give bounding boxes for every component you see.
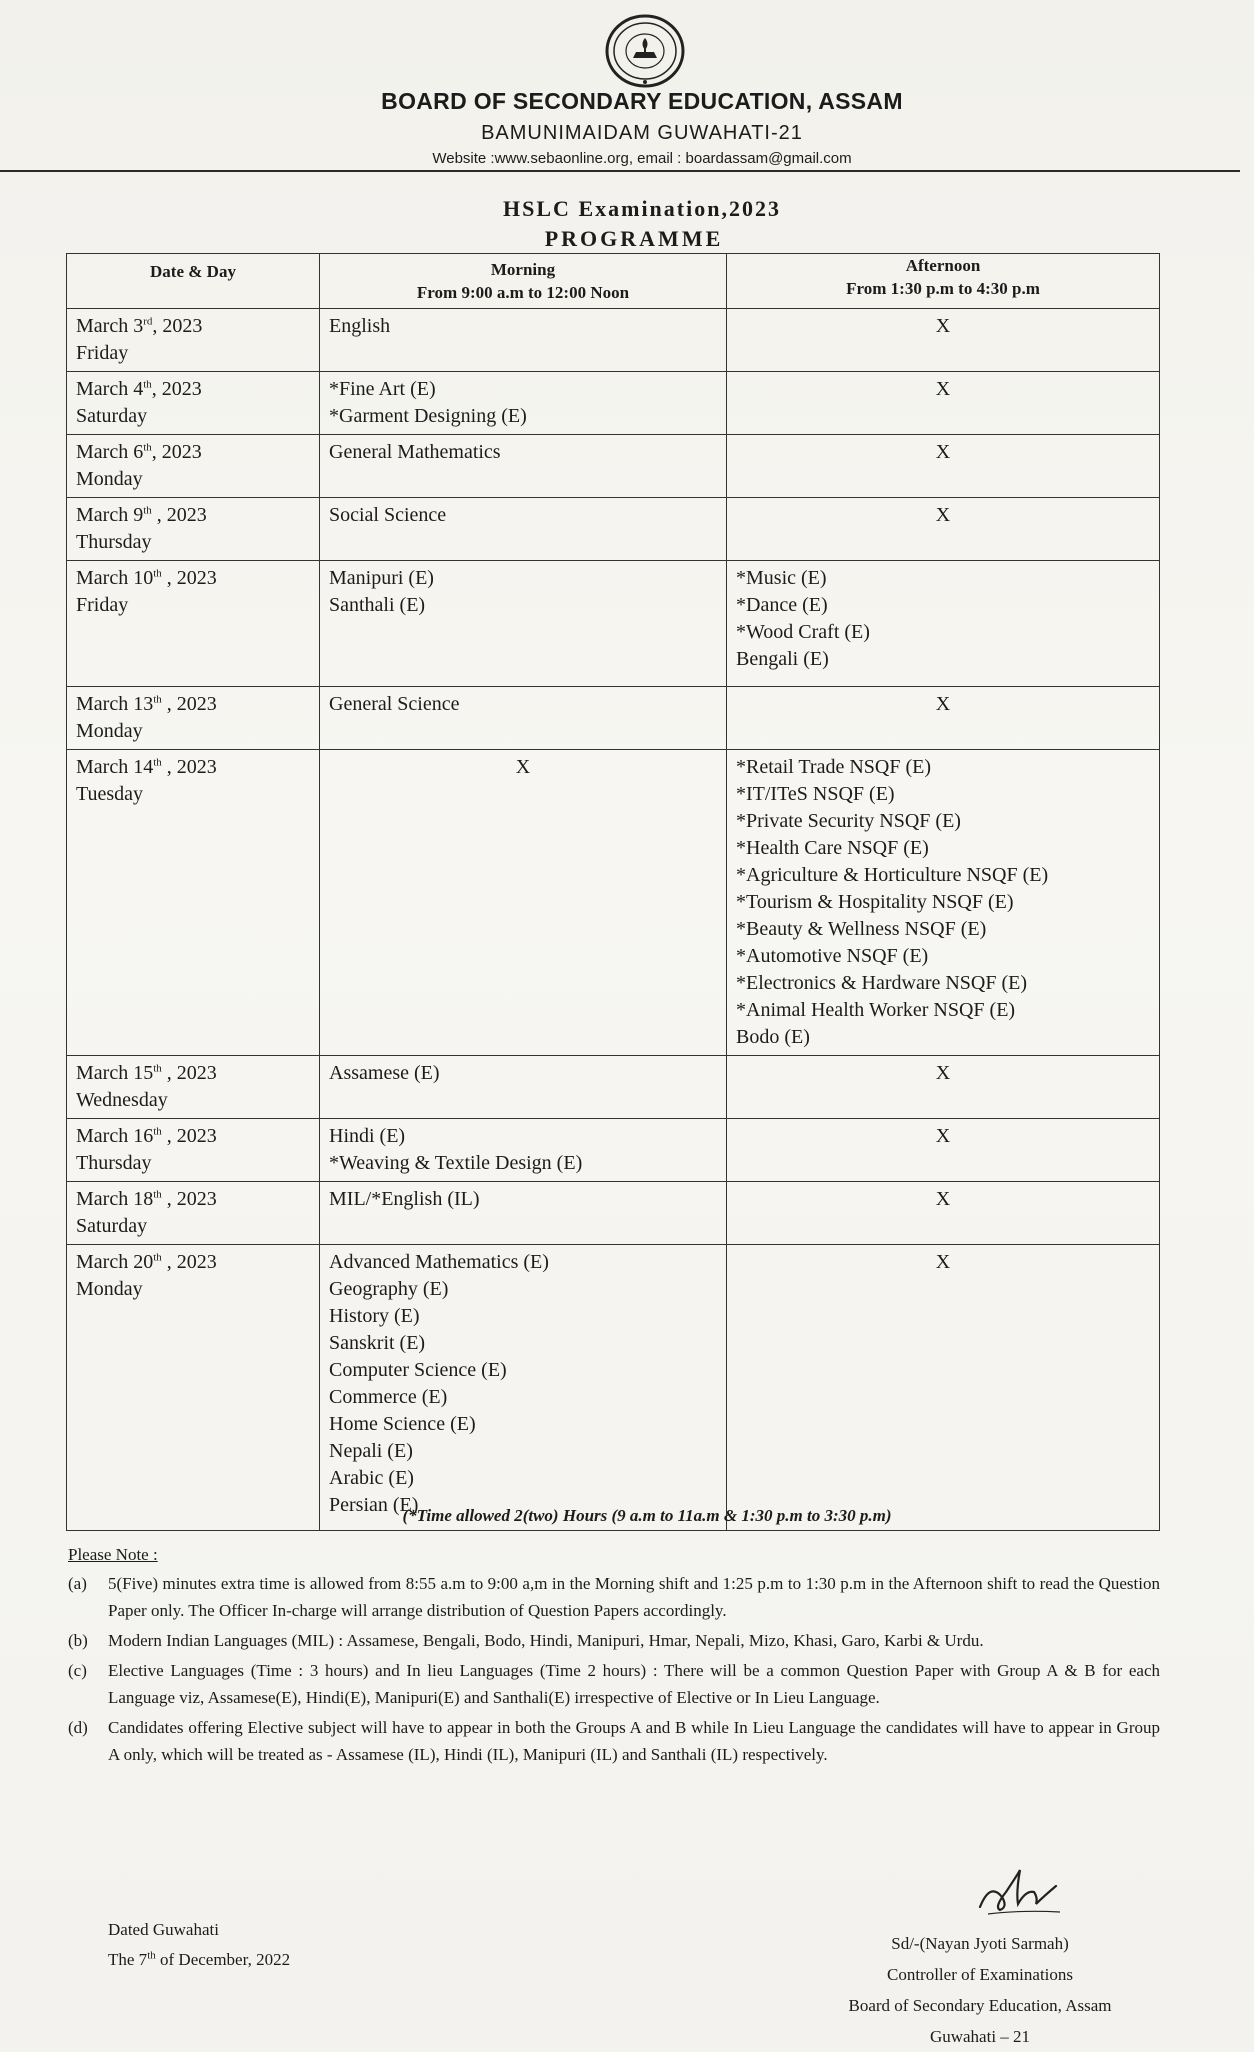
subject-item: *Beauty & Wellness NSQF (E) xyxy=(736,918,987,940)
exam-date-year: , 2023 xyxy=(151,378,202,400)
subject-item: Geography (E) xyxy=(329,1278,449,1300)
exam-day: Monday xyxy=(76,1278,143,1300)
notes-heading: Please Note : xyxy=(68,1545,158,1564)
no-exam-mark: X xyxy=(935,1062,951,1084)
exam-day: Friday xyxy=(76,342,129,364)
exam-day: Saturday xyxy=(76,1215,148,1237)
exam-date-prefix: March 13 xyxy=(76,693,154,715)
subject-item: *Dance (E) xyxy=(736,594,828,616)
subject-item: Santhali (E) xyxy=(329,594,426,616)
exam-date xyxy=(76,1249,310,1276)
table-row xyxy=(67,372,1160,435)
subject-item: Advanced Mathematics (E) xyxy=(329,1251,549,1273)
cell-afternoon-subjects xyxy=(727,1182,1160,1245)
subject-item: Assamese (E) xyxy=(329,1062,440,1084)
exam-title: HSLC Examination,2023 xyxy=(503,196,781,221)
subject-item: History (E) xyxy=(329,1305,420,1327)
column-header-afternoon-time: From 1:30 p.m to 4:30 p.m xyxy=(846,279,1040,298)
exam-date-suffix: rd xyxy=(143,315,153,328)
exam-date xyxy=(76,376,310,403)
cell-date-day xyxy=(67,1056,320,1119)
exam-day: Wednesday xyxy=(76,1089,168,1111)
note-text: Candidates offering Elective subject will have to appear in both the Groups A and B while In Lieu Language the candidates will have to appear in Group A only, which will be treated as - Assamese (IL), Hindi (IL), Manipuri (IL) and Santhali (IL) respectively. xyxy=(108,1718,1160,1764)
exam-date-suffix: th xyxy=(143,441,152,454)
exam-date-suffix: th xyxy=(153,1251,162,1264)
note-label: (a) xyxy=(68,1574,87,1593)
subject-item: *Health Care NSQF (E) xyxy=(736,837,929,859)
cell-afternoon-subjects xyxy=(727,435,1160,498)
subject-item: *Garment Designing (E) xyxy=(329,405,527,427)
column-header-morning xyxy=(320,254,727,309)
subject-item: Hindi (E) xyxy=(329,1125,406,1147)
no-exam-mark: X xyxy=(935,1251,951,1273)
programme-title: PROGRAMME xyxy=(544,226,724,251)
exam-date-suffix: th xyxy=(153,1188,162,1201)
subject-item: *Agriculture & Horticulture NSQF (E) xyxy=(736,864,1049,886)
subject-item: Persian (E) xyxy=(329,1494,419,1516)
exam-date-prefix: March 6 xyxy=(76,441,144,463)
note-label: (c) xyxy=(68,1661,87,1680)
cell-morning-subjects xyxy=(320,1182,727,1245)
exam-date-prefix: March 14 xyxy=(76,756,154,778)
cell-morning-subjects xyxy=(320,561,727,687)
subject-item: Nepali (E) xyxy=(329,1440,413,1462)
board-contact: Website :www.sebaonline.org, email : boardassam@gmail.com xyxy=(432,150,852,167)
schedule-body xyxy=(67,309,1160,1531)
exam-day: Thursday xyxy=(76,531,152,553)
subject-item: *Private Security NSQF (E) xyxy=(736,810,961,832)
note-item xyxy=(68,1657,1160,1711)
exam-date-prefix: March 15 xyxy=(76,1062,154,1084)
subject-item: Arabic (E) xyxy=(329,1467,414,1489)
exam-day: Saturday xyxy=(76,405,148,427)
note-label: (b) xyxy=(68,1631,88,1650)
note-label: (d) xyxy=(68,1718,88,1737)
table-row xyxy=(67,435,1160,498)
note-item xyxy=(68,1627,1160,1654)
column-header-afternoon-label: Afternoon xyxy=(905,256,981,275)
no-exam-mark: X xyxy=(515,756,531,778)
exam-date-suffix: th xyxy=(153,693,162,706)
exam-date-prefix: March 4 xyxy=(76,378,144,400)
note-text: Modern Indian Languages (MIL) : Assamese, Bengali, Bodo, Hindi, Manipuri, Hmar, Nepali, Mizo, Khasi, Garo, Karbi & Urdu. xyxy=(108,1631,984,1650)
subject-item: Manipuri (E) xyxy=(329,567,434,589)
subject-item: Home Science (E) xyxy=(329,1413,476,1435)
exam-date-prefix: March 20 xyxy=(76,1251,154,1273)
column-header-afternoon xyxy=(727,254,1160,309)
subject-item: *Electronics & Hardware NSQF (E) xyxy=(736,972,1028,994)
subject-item: *Wood Craft (E) xyxy=(736,621,870,643)
cell-afternoon-subjects xyxy=(727,309,1160,372)
exam-date-suffix: th xyxy=(153,567,162,580)
no-exam-mark: X xyxy=(935,693,951,715)
cell-afternoon-subjects xyxy=(727,687,1160,750)
handwritten-signature xyxy=(960,1852,1070,1922)
table-row xyxy=(67,1245,1160,1531)
table-row xyxy=(67,1119,1160,1182)
exam-date xyxy=(76,313,310,340)
header-divider xyxy=(0,170,1240,172)
dated-place: Dated Guwahati xyxy=(108,1920,219,1939)
no-exam-mark: X xyxy=(935,504,951,526)
cell-afternoon-subjects xyxy=(727,372,1160,435)
cell-morning-subjects xyxy=(320,750,727,1056)
note-item xyxy=(68,1570,1160,1624)
subject-item: *Music (E) xyxy=(736,567,827,589)
cell-afternoon-subjects xyxy=(727,1056,1160,1119)
cell-afternoon-subjects xyxy=(727,1119,1160,1182)
exam-date-year: , 2023 xyxy=(161,693,217,715)
cell-morning-subjects xyxy=(320,1056,727,1119)
cell-date-day xyxy=(67,687,320,750)
no-exam-mark: X xyxy=(935,378,951,400)
subject-item: Social Science xyxy=(329,504,447,526)
signatory-name: Sd/-(Nayan Jyoti Sarmah) xyxy=(891,1934,1069,1953)
subject-item: English xyxy=(329,315,391,337)
board-name: BOARD OF SECONDARY EDUCATION, ASSAM xyxy=(381,88,903,114)
table-header-row xyxy=(67,254,1160,309)
subject-item: *Animal Health Worker NSQF (E) xyxy=(736,999,1016,1021)
dated-date-suffix: th xyxy=(147,1949,156,1962)
column-header-morning-label: Morning xyxy=(490,260,556,279)
no-exam-mark: X xyxy=(935,1125,951,1147)
exam-day: Tuesday xyxy=(76,783,144,805)
table-row xyxy=(67,1056,1160,1119)
notes-list xyxy=(68,1570,1160,1771)
subject-item: *Weaving & Textile Design (E) xyxy=(329,1152,583,1174)
cell-date-day xyxy=(67,498,320,561)
exam-day: Friday xyxy=(76,594,129,616)
exam-day: Monday xyxy=(76,468,143,490)
signatory-title: Controller of Examinations xyxy=(886,1965,1074,1984)
no-exam-mark: X xyxy=(935,315,951,337)
no-exam-mark: X xyxy=(935,441,951,463)
exam-date-year: , 2023 xyxy=(151,441,202,463)
cell-date-day xyxy=(67,1119,320,1182)
exam-date-year: , 2023 xyxy=(161,1062,217,1084)
exam-date-prefix: March 9 xyxy=(76,504,144,526)
cell-morning-subjects xyxy=(320,435,727,498)
exam-date-suffix: th xyxy=(153,1125,162,1138)
table-row xyxy=(67,498,1160,561)
subject-item: Bengali (E) xyxy=(736,648,829,670)
column-header-morning-time: From 9:00 a.m to 12:00 Noon xyxy=(416,283,630,302)
subject-item: Sanskrit (E) xyxy=(329,1332,426,1354)
note-text: Elective Languages (Time : 3 hours) and In lieu Languages (Time 2 hours) : There will be a common Question Paper with Group A & B for each Language viz, Assamese(E), Hindi(E), Manipuri(E) and Santhali(E) irrespective of Elective or In Lieu Language. xyxy=(108,1661,1160,1707)
subject-item: General Science xyxy=(329,693,460,715)
subject-item: Computer Science (E) xyxy=(329,1359,507,1381)
column-header-date xyxy=(67,254,320,309)
board-address: BAMUNIMAIDAM GUWAHATI-21 xyxy=(481,122,803,144)
exam-date xyxy=(76,754,310,781)
exam-day: Thursday xyxy=(76,1152,152,1174)
table-row xyxy=(67,687,1160,750)
exam-date-year: , 2023 xyxy=(152,315,203,337)
cell-afternoon-subjects xyxy=(727,1245,1160,1531)
subject-item: *Tourism & Hospitality NSQF (E) xyxy=(736,891,1014,913)
exam-date xyxy=(76,1123,310,1150)
exam-schedule-table xyxy=(66,253,1160,1531)
subject-item: *IT/ITeS NSQF (E) xyxy=(736,783,895,805)
exam-date-suffix: th xyxy=(143,378,152,391)
exam-date-prefix: March 16 xyxy=(76,1125,154,1147)
cell-morning-subjects xyxy=(320,309,727,372)
board-seal-icon xyxy=(600,12,690,90)
subject-item: Commerce (E) xyxy=(329,1386,448,1408)
note-item xyxy=(68,1714,1160,1768)
cell-morning-subjects xyxy=(320,498,727,561)
time-allowed-note: (*Time allowed 2(two) Hours (9 a.m to 11a.m & 1:30 p.m to 3:30 p.m) xyxy=(402,1506,892,1525)
dated-date xyxy=(108,1945,290,1975)
cell-date-day xyxy=(67,309,320,372)
subject-item: General Mathematics xyxy=(329,441,501,463)
table-row xyxy=(67,1182,1160,1245)
exam-date xyxy=(76,565,310,592)
exam-date-prefix: March 3 xyxy=(76,315,144,337)
cell-afternoon-subjects xyxy=(727,750,1160,1056)
subject-item: *Retail Trade NSQF (E) xyxy=(736,756,931,778)
cell-morning-subjects xyxy=(320,1245,727,1531)
exam-date-year: , 2023 xyxy=(161,756,217,778)
exam-date xyxy=(76,1186,310,1213)
table-row xyxy=(67,309,1160,372)
exam-date-year: , 2023 xyxy=(161,1188,217,1210)
exam-day: Monday xyxy=(76,720,143,742)
cell-date-day xyxy=(67,1245,320,1531)
table-row xyxy=(67,750,1160,1056)
exam-date-prefix: March 18 xyxy=(76,1188,154,1210)
cell-date-day xyxy=(67,750,320,1056)
dated-date-rest: of December, 2022 xyxy=(155,1950,291,1969)
exam-date-suffix: th xyxy=(143,504,152,517)
table-row xyxy=(67,561,1160,687)
cell-morning-subjects xyxy=(320,372,727,435)
exam-date xyxy=(76,502,310,529)
subject-item: *Automotive NSQF (E) xyxy=(736,945,929,967)
cell-date-day xyxy=(67,435,320,498)
signatory-organization: Board of Secondary Education, Assam xyxy=(848,1996,1112,2015)
subject-item: MIL/*English (IL) xyxy=(329,1188,480,1210)
exam-date xyxy=(76,691,310,718)
signature-block xyxy=(800,1928,1160,2052)
signatory-place: Guwahati – 21 xyxy=(929,2027,1031,2046)
no-exam-mark: X xyxy=(935,1188,951,1210)
cell-date-day xyxy=(67,372,320,435)
subject-item: Bodo (E) xyxy=(736,1026,810,1048)
cell-morning-subjects xyxy=(320,687,727,750)
exam-date xyxy=(76,439,310,466)
exam-date-year: , 2023 xyxy=(161,1125,217,1147)
cell-afternoon-subjects xyxy=(727,561,1160,687)
exam-date xyxy=(76,1060,310,1087)
cell-morning-subjects xyxy=(320,1119,727,1182)
column-header-date-label: Date & Day xyxy=(150,262,236,281)
exam-date-year: , 2023 xyxy=(161,1251,217,1273)
dated-date-prefix: The 7 xyxy=(108,1950,148,1969)
exam-date-year: , 2023 xyxy=(151,504,207,526)
note-text: 5(Five) minutes extra time is allowed from 8:55 a.m to 9:00 a,m in the Morning shift and 1:25 p.m to 1:30 p.m in the Afternoon shift to read the Question Paper only. The Officer In-charge will arrange distribution of Question Papers accordingly. xyxy=(108,1574,1160,1620)
exam-date-suffix: th xyxy=(153,756,162,769)
dated-block xyxy=(108,1915,290,1975)
exam-date-year: , 2023 xyxy=(161,567,217,589)
subject-item: *Fine Art (E) xyxy=(329,378,436,400)
exam-date-prefix: March 10 xyxy=(76,567,154,589)
exam-date-suffix: th xyxy=(153,1062,162,1075)
cell-afternoon-subjects xyxy=(727,498,1160,561)
cell-date-day xyxy=(67,1182,320,1245)
cell-date-day xyxy=(67,561,320,687)
